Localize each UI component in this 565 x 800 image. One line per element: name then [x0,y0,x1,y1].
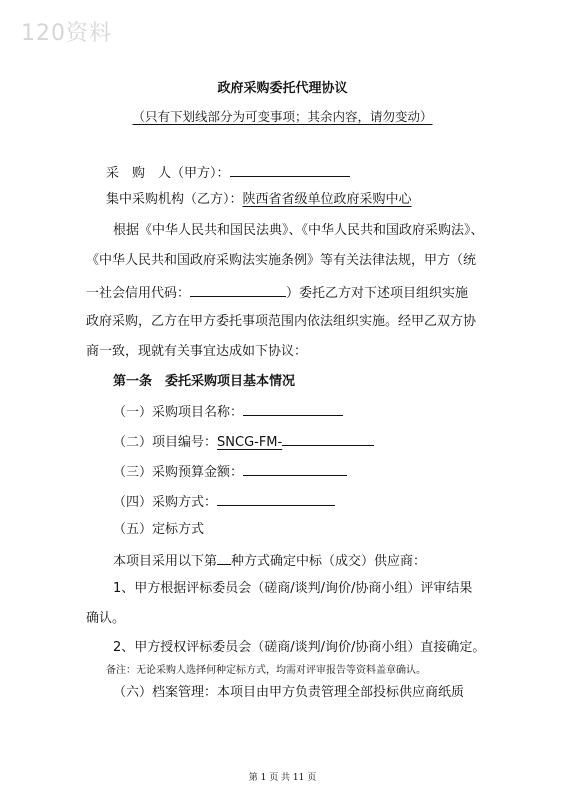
award-intro-a: 本项目采用以下第 [113,554,218,569]
award-choice-blank[interactable] [217,551,231,565]
method-label: （四）采购方式： [113,495,218,510]
intro-line-3-rest: ）委托乙方对下述项目组织实施 [286,286,469,301]
intro-line-3 [86,283,468,303]
award-intro [113,551,426,571]
purchaser-label: 采 购 人（甲方）： [106,166,230,181]
budget-label: （三）采购预算金额： [113,465,244,480]
intro-line-4: 政府采购，乙方在甲方委托事项范围内依法组织实施。经甲乙双方协 [86,314,477,329]
document-subtitle [0,108,565,126]
purchaser-blank[interactable] [230,163,350,177]
method-blank[interactable] [217,492,335,506]
subtitle-text: （只有下划线部分为可变事项；其余内容，请勿变动） [132,109,433,124]
intro-line-5: 商一致，现就有关事宜达成如下协议： [86,344,308,359]
item-budget [113,462,347,482]
award-option-1-line-2: 确认。 [86,611,126,626]
page-footer: 第 1 页 共 11 页 [248,773,317,783]
watermark: 120资料 [21,21,112,46]
budget-blank[interactable] [243,462,347,476]
credit-code-label: 一社会信用代码： [86,286,191,301]
intro-line-2: 《中华人民共和国政府采购法实施条例》等有关法律法规，甲方（统 [86,253,477,268]
project-name-blank[interactable] [243,402,343,416]
project-number-blank[interactable] [282,432,374,446]
award-option-1-line-1: 1、甲方根据评标委员会（磋商/谈判/询价/协商小组）评审结果 [113,581,473,596]
award-intro-b: 种方式确定中标（成交）供应商： [231,554,427,569]
project-name-label: （一）采购项目名称： [113,405,244,420]
item-project-number [113,432,374,452]
item-method [113,492,335,512]
item-project-name [113,402,343,422]
project-number-label: （二）项目编号： [113,435,218,450]
project-number-value: SNCG-FM- [217,435,283,450]
award-option-2: 2、甲方授权评标委员会（磋商/谈判/询价/协商小组）直接确定。 [113,640,486,655]
purchaser-line [106,163,350,183]
article-1-heading: 第一条 委托采购项目基本情况 [113,374,296,389]
intro-line-1: 根据《中华人民共和国民法典》、《中华人民共和国政府采购法》、 [113,223,484,238]
archive-line: （六）档案管理：本项目由甲方负责管理全部投标供应商纸质 [113,685,465,700]
agency-value: 陕西省省级单位政府采购中心 [242,192,412,207]
document-title: 政府采购委托代理协议 [217,81,348,96]
credit-code-blank[interactable] [190,283,286,297]
item-award-method: （五）定标方式 [113,522,205,537]
agency-label: 集中采购机构（乙方）： [106,192,243,207]
award-note: 备注：无论采购人选择何种定标方式，均需对评审报告等资料盖章确认。 [106,665,426,676]
agency-line [106,191,412,209]
